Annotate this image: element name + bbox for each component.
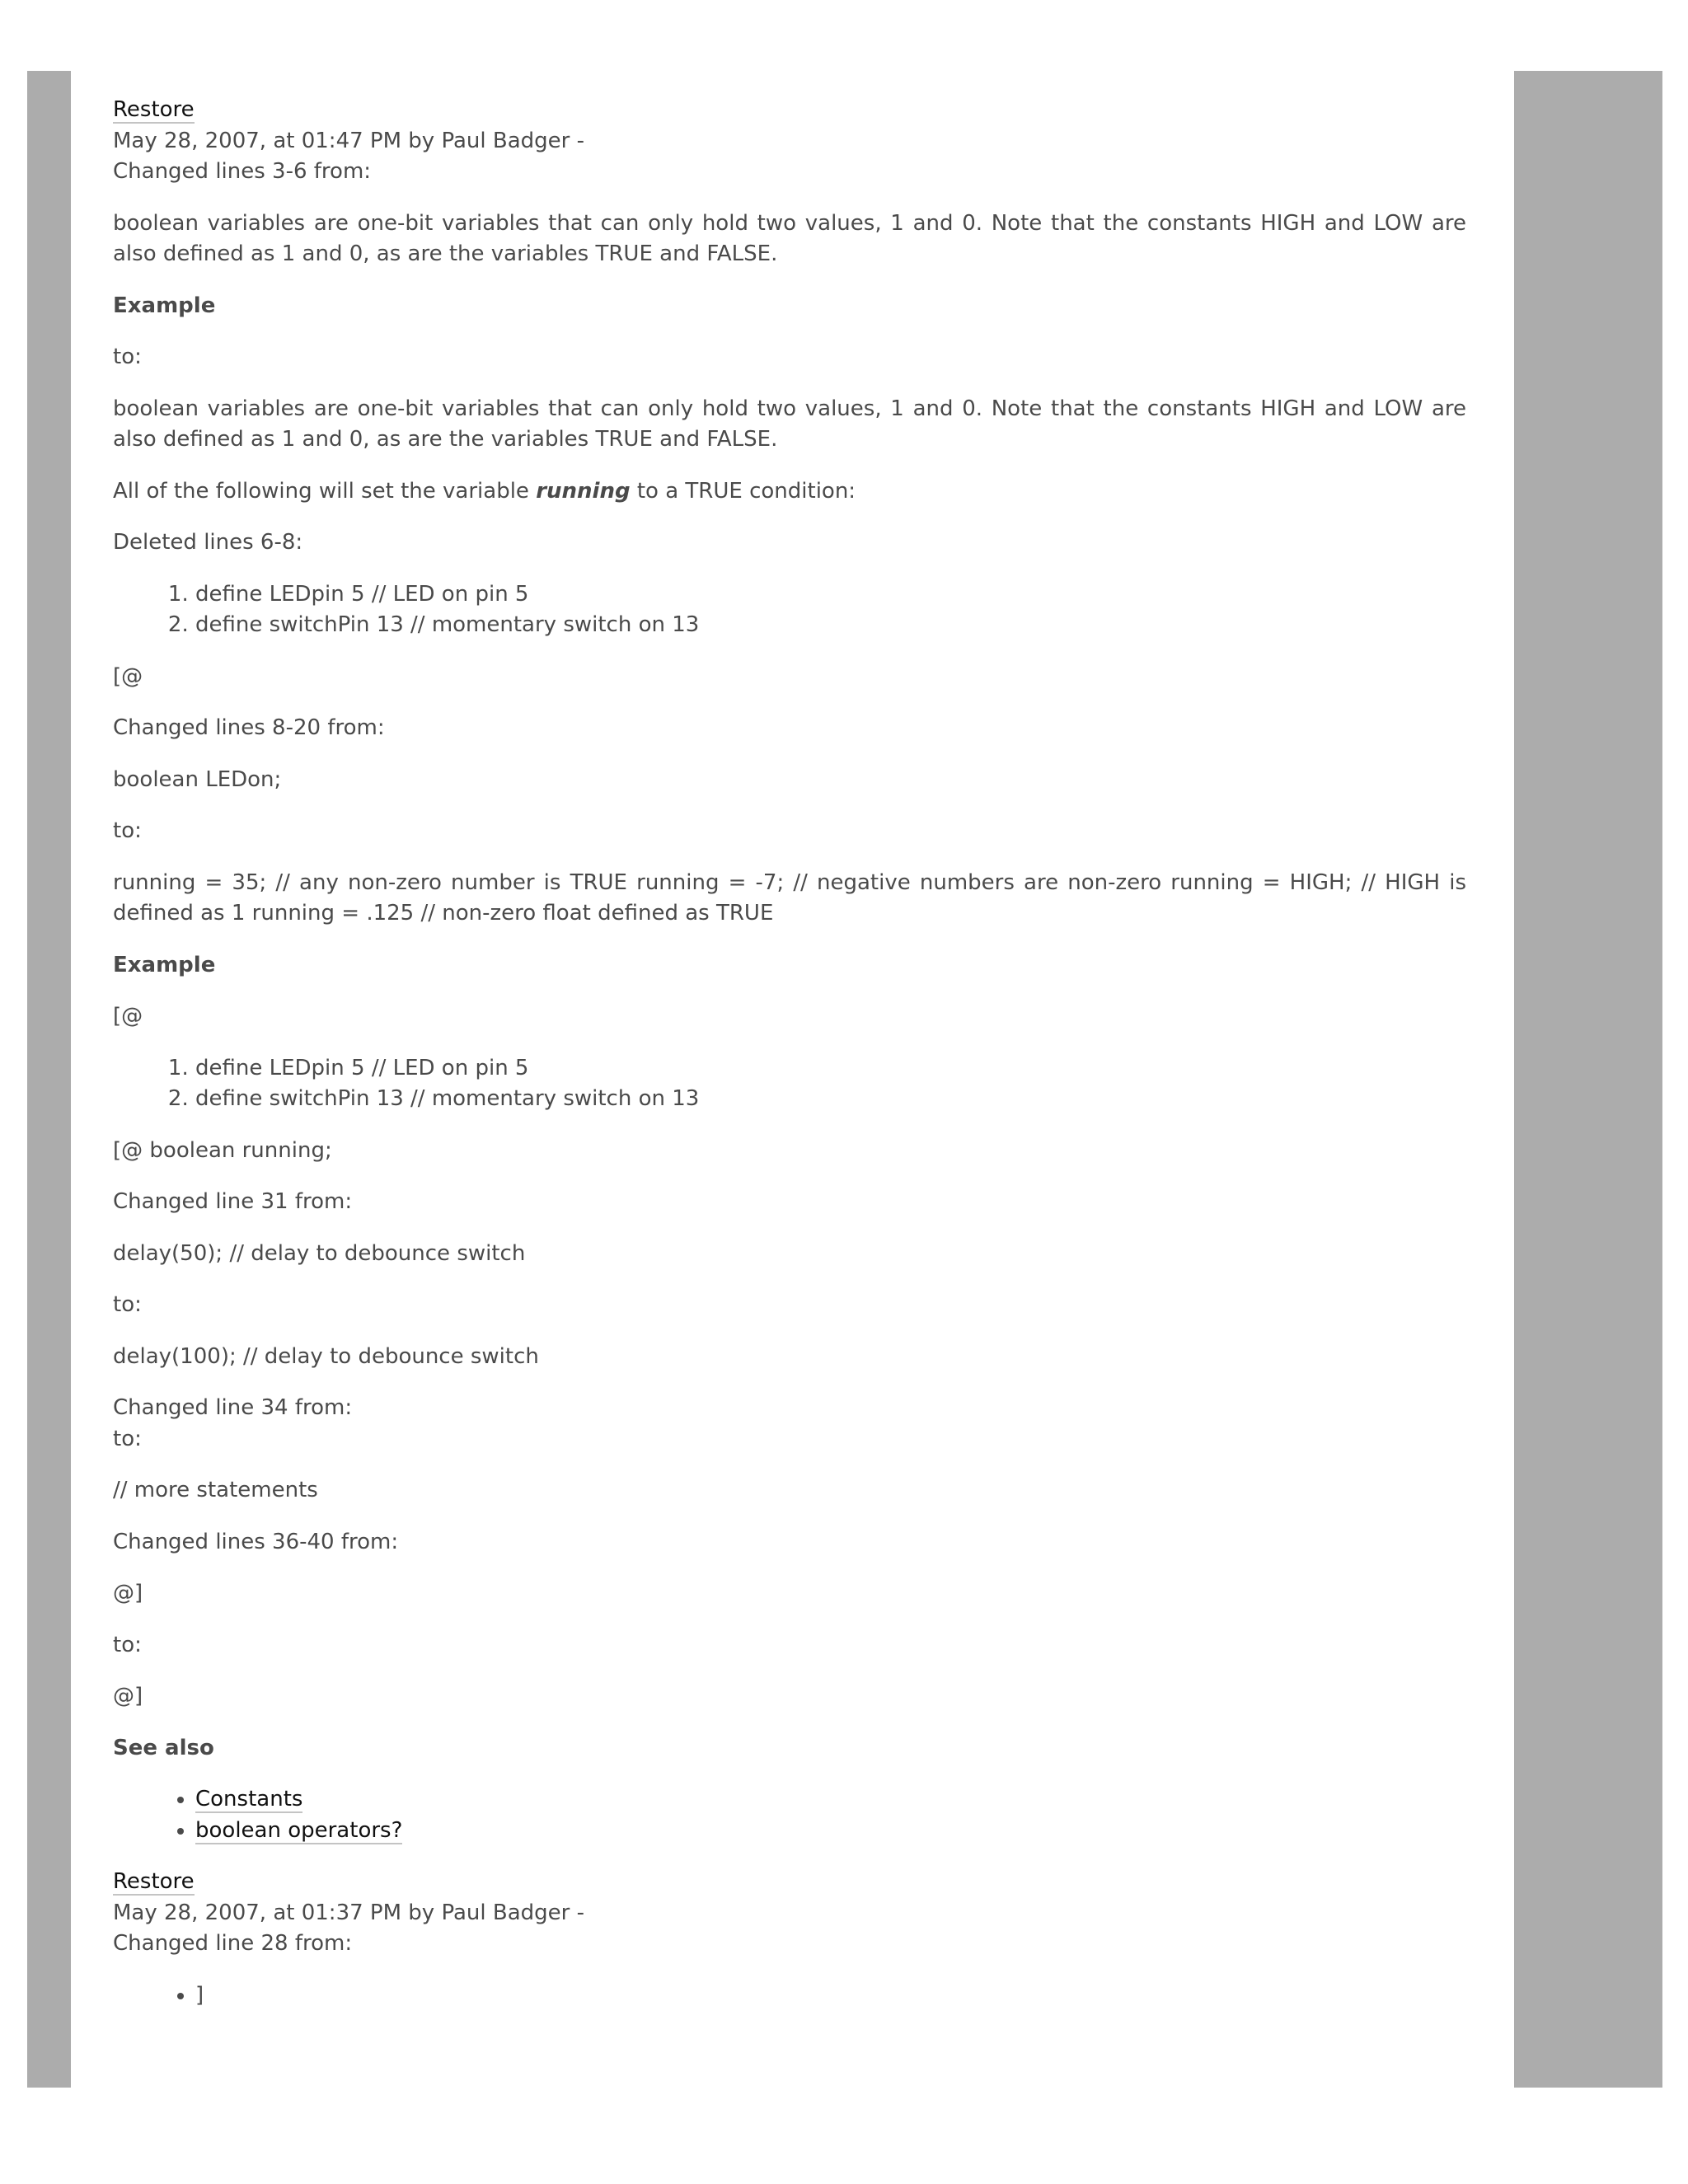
- restore-link[interactable]: Restore: [113, 97, 195, 122]
- diff-to-label: to:: [113, 1632, 142, 1657]
- list-item: [195, 1816, 1466, 1847]
- paragraph: [@: [113, 1004, 143, 1029]
- paragraph: @]: [113, 1684, 143, 1708]
- revision-meta: May 28, 2007, at 01:47 PM by Paul Badger -: [113, 128, 584, 153]
- right-gray-bar: [1514, 71, 1662, 2088]
- left-gray-bar: [27, 71, 71, 2088]
- paragraph: boolean variables are one-bit variables that can only hold two values, 1 and 0. Note that the constants HIGH and LOW are also defined as 1 and 0, as are the variables TRUE and FALSE.: [113, 210, 1466, 266]
- section-heading: Example: [113, 952, 216, 977]
- variable-name: running: [536, 478, 631, 504]
- diff-to-label: to:: [113, 344, 142, 369]
- diff-heading: Changed lines 3-6 from:: [113, 159, 372, 184]
- constants-link[interactable]: Constants: [195, 1787, 303, 1811]
- paragraph: delay(100); // delay to debounce switch: [113, 1343, 539, 1369]
- paragraph: boolean variables are one-bit variables that can only hold two values, 1 and 0. Note that the constants HIGH and LOW are also defined as 1 and 0, as are the variables TRUE and FALSE.: [113, 396, 1466, 452]
- paragraph: boolean LEDon;: [113, 766, 282, 792]
- section-heading: Example: [113, 293, 216, 318]
- diff-to-label: to:: [113, 818, 142, 843]
- diff-to-label: to:: [113, 1292, 142, 1317]
- section-heading: See also: [113, 1735, 214, 1760]
- paragraph: delay(50); // delay to debounce switch: [113, 1240, 526, 1266]
- diff-heading: Changed line 34 from:: [113, 1395, 353, 1420]
- list-item: • ]: [195, 1980, 1466, 2012]
- revision-meta: May 28, 2007, at 01:37 PM by Paul Badger -: [113, 1900, 584, 1925]
- diff-heading: Deleted lines 6-8:: [113, 530, 303, 555]
- see-also-list: [113, 1784, 1466, 1846]
- paragraph: running = 35; // any non-zero number is TRUE running = -7; // negative numbers are non-zero running = HIGH; // HIGH is defined as 1 running = .125 // non-zero float defined as TRUE: [113, 869, 1466, 926]
- paragraph: [@: [113, 663, 143, 689]
- diff-heading: Changed line 31 from:: [113, 1189, 353, 1214]
- paragraph: // more statements: [113, 1478, 318, 1502]
- paragraph: All of the following will set the variable running to a TRUE condition:: [113, 478, 856, 504]
- paragraph: [@ boolean running;: [113, 1137, 332, 1163]
- diff-heading: Changed lines 36-40 from:: [113, 1529, 399, 1554]
- list-item: 1. define LEDpin 5 // LED on pin 5: [195, 579, 1466, 611]
- restore-link[interactable]: Restore: [113, 1869, 195, 1894]
- numbered-list: [113, 1053, 1466, 1115]
- diff-heading: Changed line 28 from:: [113, 1931, 353, 1956]
- diff-heading: Changed lines 8-20 from:: [113, 715, 385, 740]
- diff-to-label: to:: [113, 1426, 142, 1451]
- list-item: 1. define LEDpin 5 // LED on pin 5: [195, 1053, 1466, 1085]
- numbered-list: [113, 579, 1466, 641]
- list-item: 2. define switchPin 13 // momentary switch on 13: [195, 1084, 1466, 1115]
- bullet-list: [113, 1980, 1466, 2012]
- list-item: [195, 1784, 1466, 1816]
- list-item: 2. define switchPin 13 // momentary switch on 13: [195, 610, 1466, 641]
- paragraph: @]: [113, 1581, 143, 1605]
- revision-history-content: [113, 95, 1466, 2032]
- boolean-operators-link[interactable]: boolean operators?: [195, 1817, 403, 1843]
